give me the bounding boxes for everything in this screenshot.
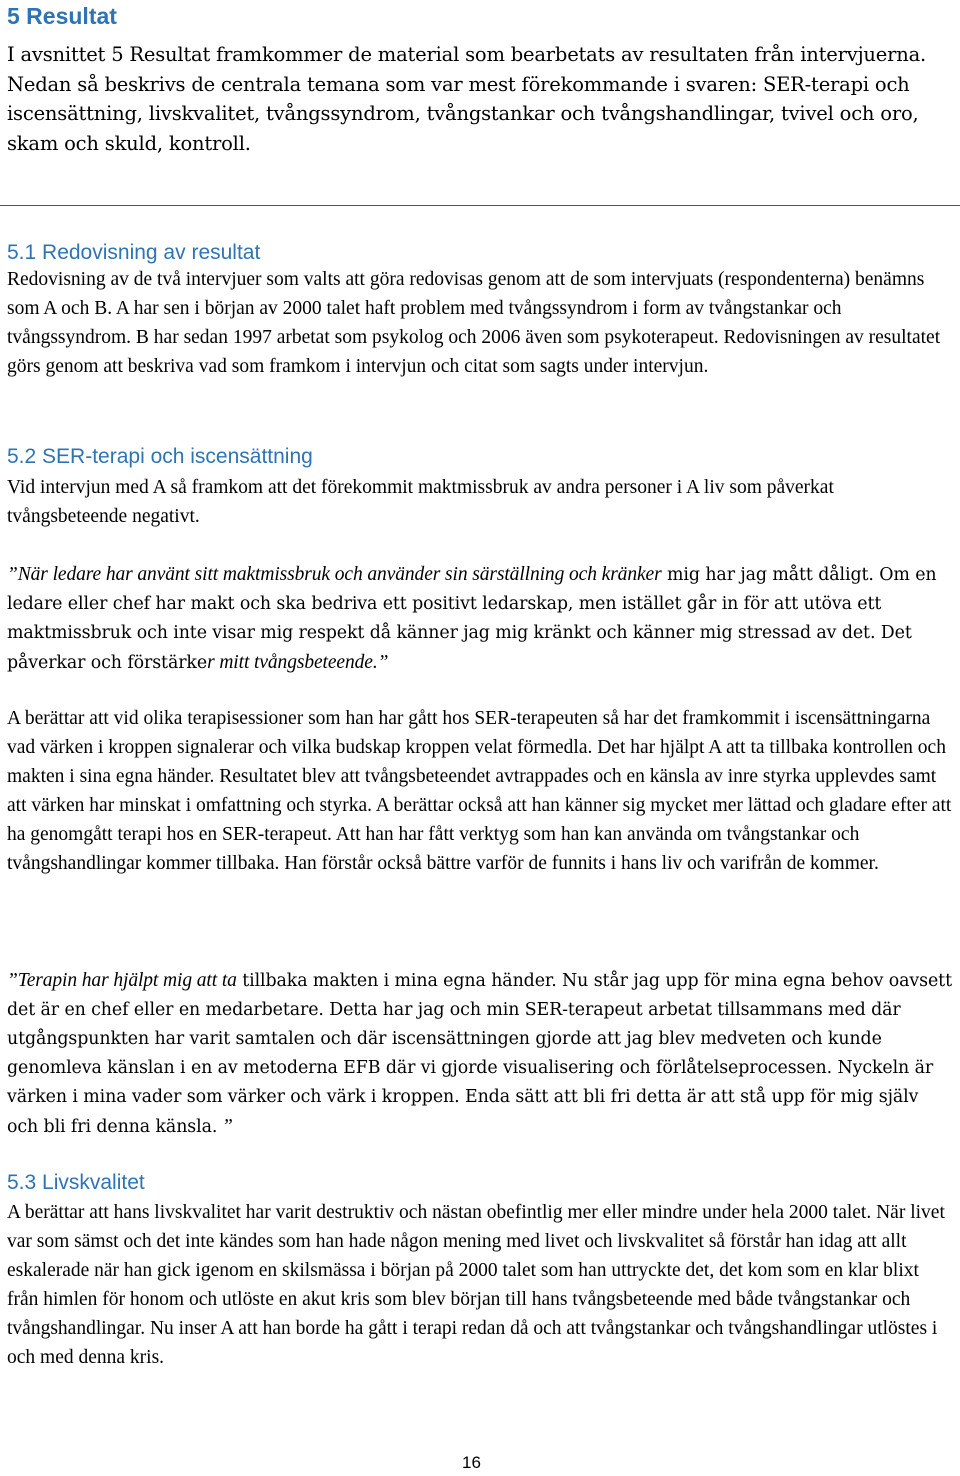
quote-2-end: ”: [217, 1116, 233, 1137]
section-5-3-body: A berättar att hans livskvalitet har varit destruktiv och nästan obefintlig mer eller mindre under hela 2000 talet. När livet var som sämst och det inte kändes som han hade någon mening med livet och livskvalitet så förstår han idag att allt eskalerade när han gick igenom en skilsmässa i början på 2000 talet som han uttryckte det, det kom som en klar blixt från himlen för honom och utlöste en akut kris som blev början till hans tvångsbeteende med både tvångstankar och tvångshandlingar. Nu inser A att han borde ha gått i terapi redan då och att tvångstankar och tvångshandlingar utlöstes i och med denna kris.: [7, 1202, 945, 1368]
quote-1-text: mig har jag mått dåligt. Om en ledare eller chef har makt och ska bedriva ett positivt ledarskap, men istället går in för att utöva ett maktmissbruk och inte visar mig respekt då känner jag mig kränkt och känner mig stressad av det. Det påverkar och förstärke: [7, 565, 937, 673]
section-5-2-body-2: A berättar att vid olika terapisessioner som han har gått hos SER-terapeuten så har det framkommit i iscensättningarna vad värken i kroppen signalerar och vilka budskap kroppen velat förmedla. Det har hjälpt A att ta tillbaka kontrollen och makten i sina egna händer. Resultatet blev att tvångsbeteendet avtrappades och en känsla av inre styrka upplevdes samt att värken har minskat i omfattning och styrka. A berättar också att han känner sig mycket mer lättad och gladare efter att ha genomgått terapi hos en SER-terapeut. Att han har fått verktyg som han kan använda om tvångstankar och tvångshandlingar kommer tillbaka. Han förstår också bättre varför de funnits i hans liv och varifrån de kommer.: [7, 708, 952, 874]
page-number: 16: [462, 1453, 481, 1472]
section-5-3-heading: 5.3 Livskvalitet: [7, 1171, 145, 1194]
quote-1: [7, 560, 953, 678]
quote-2-text: tillbaka makten i mina egna händer. Nu står jag upp för mina egna behov oavsett det är en chef eller en medarbetare. Detta har jag och min SER-terapeut arbetat tillsammans med där utgångspunkten har varit samtalen och där iscensättningen gjorde att jag blev medveten och kunde genomleva känslan i en av metoderna EFB där vi gjorde visualisering och förlåtelseprocessen. Nyckeln är värken i mina vader som värker och värk i kroppen. Enda sätt att bli fri detta är att stå upp för mig själv och bli fri denna känsla.: [7, 971, 952, 1137]
section-5-intro: I avsnittet 5 Resultat framkommer de material som bearbetats av resultaten från intervjuerna. Nedan så beskrivs de centrala temana som var mest förekommande i svaren: SER-terapi och iscensättning, livskvalitet, tvångssyndrom, tvångstankar och tvångshandlingar, tvivel och oro, skam och skuld, kontroll.: [7, 43, 927, 155]
section-5-1-body: Redovisning av de två intervjuer som valts att göra redovisas genom att de som intervjuats (respondenterna) benämns som A och B. A har sen i början av 2000 talet haft problem med tvångssyndrom i form av tvångstankar och tvångssyndrom. B har sedan 1997 arbetat som psykolog och 2006 även som psykoterapeut. Redovisningen av resultatet görs genom att beskriva vad som framkom i intervjun och citat som sagts under intervjun.: [7, 269, 941, 377]
section-5-1-heading: 5.1 Redovisning av resultat: [7, 241, 261, 264]
quote-1-italic: ”När ledare har använt sitt maktmissbruk och använder sin särställning och kränker: [7, 564, 662, 585]
quote-2: [7, 966, 953, 1142]
quote-2-italic: ”Terapin har hjälpt mig att ta: [7, 970, 237, 991]
quote-1-end: r mitt tvångsbeteende.”: [207, 652, 389, 673]
horizontal-divider: [0, 205, 960, 206]
section-5-2-heading: 5.2 SER-terapi och iscensättning: [7, 445, 313, 468]
section-5-2-body-1: Vid intervjun med A så framkom att det förekommit maktmissbruk av andra personer i A liv som påverkat tvångsbeteende negativt.: [7, 477, 834, 527]
section-5-heading: 5 Resultat: [7, 3, 117, 29]
